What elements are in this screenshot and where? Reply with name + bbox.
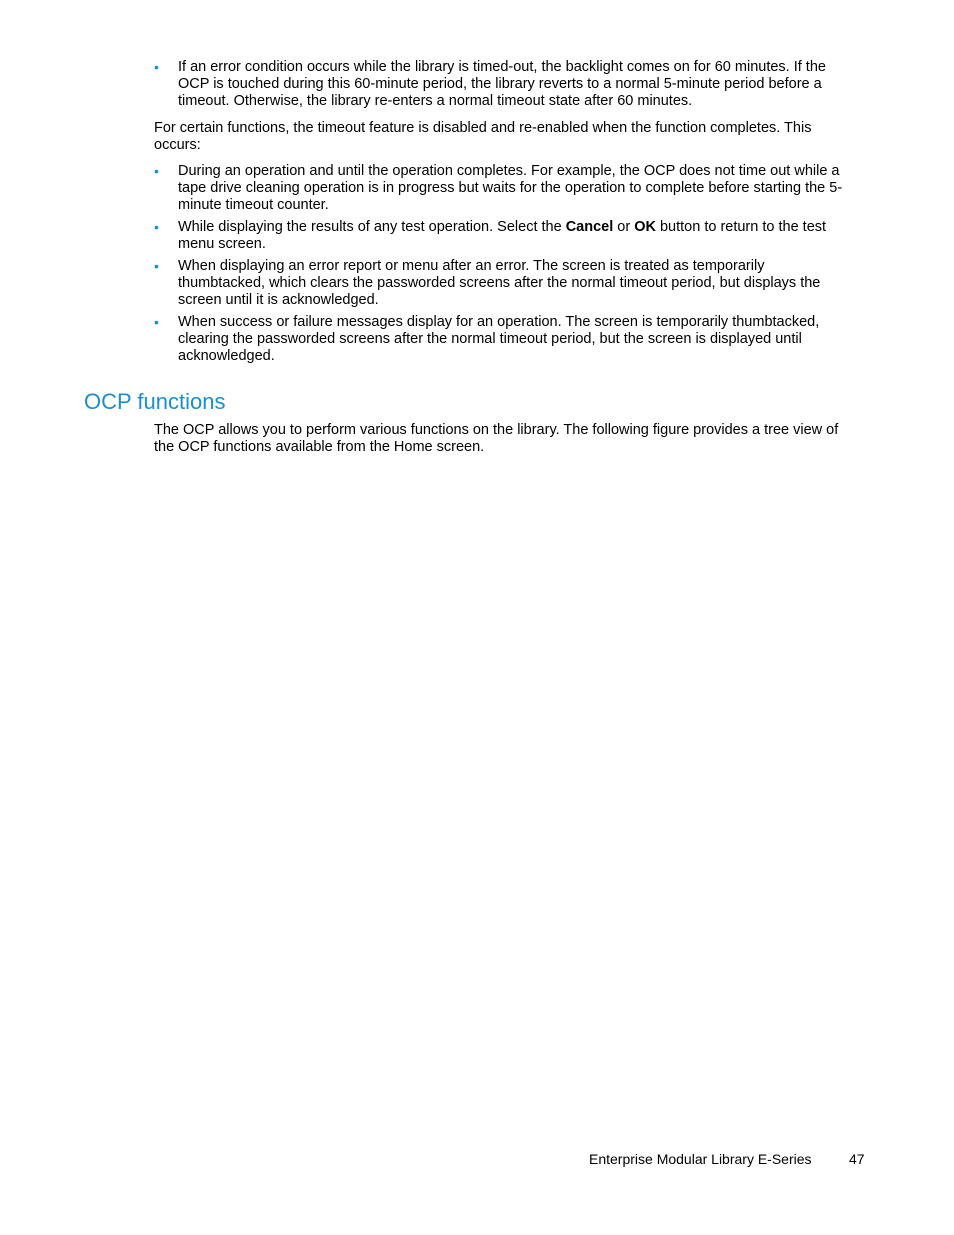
list-item (154, 258, 844, 309)
list-item-text: When displaying an error report or menu after an error. The screen is treated as temporarily thumbtacked, which clears the passworded screens after the normal timeout period, but displays the screen until it is acknowledged. (178, 258, 821, 308)
ok-term: OK (634, 219, 656, 235)
bullet-icon: • (154, 258, 159, 274)
bullet-icon: • (154, 59, 159, 75)
list-item (154, 59, 844, 110)
page-number: 47 (849, 1151, 865, 1167)
cancel-term: Cancel (565, 219, 614, 235)
list-item (154, 314, 844, 365)
list-item-text-or: or (613, 219, 635, 235)
list-item-text: When success or failure messages display for an operation. The screen is temporarily thumbtacked, clearing the passworded screens after the normal timeout period, but the screen is displayed until acknowledged. (178, 314, 820, 364)
section-body: The OCP allows you to perform various functions on the library. The following figure provides a tree view of the OCP functions available from the Home screen. (154, 422, 839, 455)
intro-paragraph: For certain functions, the timeout feature is disabled and re-enabled when the function completes. This occurs: (154, 120, 812, 153)
section-heading: OCP functions (84, 389, 226, 414)
list-item-text: If an error condition occurs while the library is timed-out, the backlight comes on for 60 minutes. If the OCP is touched during this 60-minute period, the library reverts to a normal 5-minute period before a timeout. Otherwise, the library re-enters a normal timeout state after 60 minutes. (178, 59, 826, 109)
bullet-icon: • (154, 219, 159, 235)
bullet-icon: • (154, 163, 159, 179)
list-item (154, 219, 844, 253)
footer-title: Enterprise Modular Library E-Series (589, 1151, 812, 1167)
bullet-icon: • (154, 314, 159, 330)
conditions-bullet-list (154, 163, 844, 370)
list-item-text-after: button to return to the test menu screen. (178, 219, 827, 252)
list-item-text-before: While displaying the results of any test operation. Select the (178, 219, 566, 235)
timeout-bullet-list (154, 59, 844, 115)
list-item (154, 163, 844, 214)
list-item-text: During an operation and until the operation completes. For example, the OCP does not time out while a tape drive cleaning operation is in progress but waits for the operation to complete before starting the 5-minute timeout counter. (178, 163, 843, 213)
